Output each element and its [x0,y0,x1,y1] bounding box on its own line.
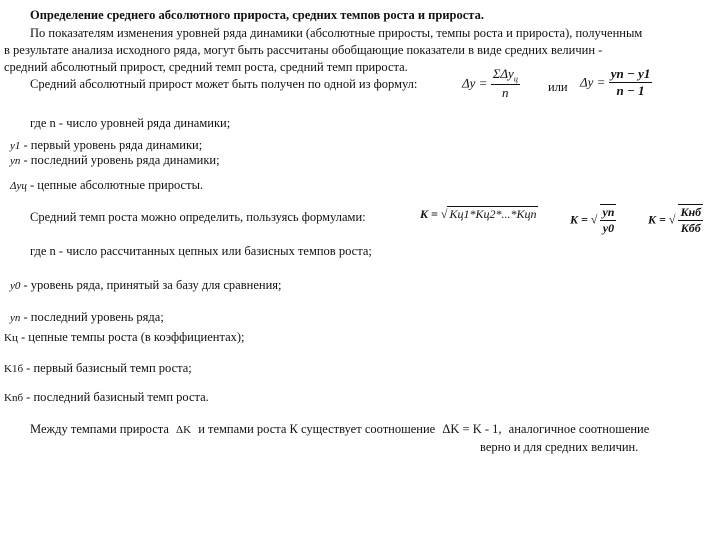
formula-numerator: yn [602,205,615,219]
radical-icon: √ [440,207,448,221]
formula-denominator: n [502,84,509,100]
y1-definition: - первый уровень ряда динамики; [23,138,203,152]
delta-k-symbol: ΔK [176,424,192,436]
yn-definition: - последний уровень ряда динамики; [23,153,220,167]
k1b-definition: - первый базисный темп роста; [26,361,192,375]
or-label: или [548,80,568,94]
relation-line-1 [30,422,649,437]
k1b-symbol: K1б [4,363,24,375]
intro-line-1: По показателям изменения уровней ряда динамики (абсолютные приросты, темпы роста и прироста), полученным [30,26,643,40]
def-yn [10,153,220,168]
formula-numerator: ΣΔy [492,66,514,81]
def-n-rates: где n - число рассчитанных цепных или базисных темпов роста; [30,244,372,258]
def-k-last-base [4,390,209,405]
formula-avg-abs-increase-2 [580,66,652,99]
formula-avg-abs-increase-1 [462,66,520,101]
formula-avg-growth-geometric [420,206,538,222]
kc-symbol: Kц [4,332,18,344]
def-y1 [10,138,202,153]
y0-symbol: y0 [10,280,21,292]
intro-line-3: средний абсолютный прирост, средний темп роста, средний темп прироста. [4,60,408,74]
formula-lhs: Δy = [580,74,606,90]
formula-denominator: n − 1 [616,83,645,98]
yn-symbol: yn [10,155,21,167]
formula-fraction [678,204,703,236]
knb-definition: - последний базисный темп роста. [26,390,209,404]
relation-equation: ΔK = K - 1, [442,422,502,436]
intro-line-2: в результате анализа исходного ряда, могут быть рассчитаны обобщающие показатели в виде средних величин - [4,43,603,57]
def-k-chain [4,330,245,345]
formula-fraction [600,204,616,236]
formula-numerator-sub: ц [513,74,518,84]
relation-text-3: аналогичное соотношение [508,422,650,436]
intro-line-4: Средний абсолютный прирост может быть получен по одной из формул: [30,77,418,91]
formula-numerator: Kнб [680,205,702,219]
def-yn-last [10,310,164,325]
def-dy-chain [10,178,203,193]
formula-avg-growth-levels [570,204,616,236]
formula-fraction [609,66,653,99]
formula-numerator: yn − y1 [610,66,651,81]
formula-denominator: y0 [602,221,615,235]
radical-icon: √ [668,212,676,227]
formula-denominator: Kбб [680,221,701,235]
yn-definition: - последний уровень ряда; [23,310,164,324]
relation-text-2: и темпами роста К существует соотношение [198,422,436,436]
y0-definition: - уровень ряда, принятый за базу для сравнения; [23,278,282,292]
dy-definition: - цепные абсолютные приросты. [29,178,204,192]
page-title: Определение среднего абсолютного прироста, средних темпов роста и прироста. [30,8,484,22]
relation-text-1: Между темпами прироста [30,422,169,436]
formula-lhs: Δy = [462,75,488,91]
dy-symbol: Δyц [10,180,27,192]
def-y0 [10,278,281,293]
formula-lhs: K = [648,212,666,227]
relation-line-2: верно и для средних величин. [480,440,639,454]
formula-avg-growth-base [648,204,703,236]
formula-lhs: K = [570,212,588,227]
growth-intro: Средний темп роста можно определить, пользуясь формулами: [30,210,366,224]
def-n-levels: где n - число уровней ряда динамики; [30,116,231,130]
def-k-first-base [4,361,192,376]
formula-lhs: K = [420,207,438,221]
y1-symbol: y1 [10,140,21,152]
yn-symbol: yn [10,312,21,324]
formula-fraction [491,66,520,101]
kc-definition: - цепные темпы роста (в коэффициентах); [20,330,245,344]
radical-icon: √ [590,212,598,227]
knb-symbol: Knб [4,392,24,404]
formula-radicand: Kц1*Kц2*...*Kцn [449,207,537,221]
